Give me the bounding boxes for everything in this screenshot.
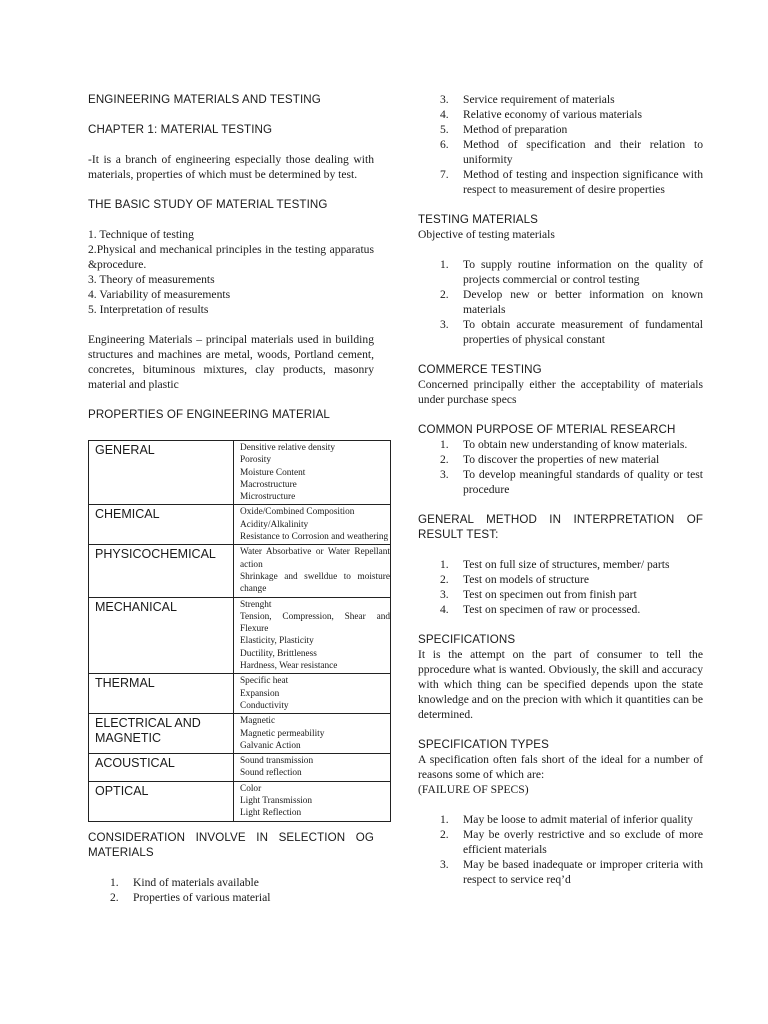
- property-item: Hardness, Wear resistance: [240, 661, 338, 672]
- property-item: Moisture Content: [240, 467, 306, 478]
- list-text: Method of specification and their relation to uniformity: [463, 138, 703, 166]
- table-row: [89, 505, 391, 545]
- property-item: Macrostructure: [240, 479, 297, 490]
- consideration-heading: CONSIDERATION INVOLVE IN SELECTION OG MATERIALS: [88, 830, 374, 859]
- property-item: Light Reflection: [240, 808, 302, 819]
- category-cell: THERMAL: [89, 674, 234, 714]
- property-list-cell: [234, 441, 391, 505]
- property-item: Expansion: [240, 688, 280, 699]
- list-item: [418, 107, 703, 122]
- list-item: 2.Physical and mechanical principles in the testing apparatus &procedure.: [88, 243, 374, 271]
- list-number: 3.: [440, 468, 449, 481]
- property-list-cell: [234, 505, 391, 545]
- list-number: 3.: [440, 858, 449, 871]
- list-item: [418, 467, 703, 497]
- list-item: [418, 827, 703, 857]
- list-item: [418, 437, 703, 452]
- category-cell: GENERAL: [89, 441, 234, 505]
- property-item: Specific heat: [240, 676, 289, 687]
- table-row: [89, 545, 391, 597]
- property-item: Acidity/Alkalinity: [240, 519, 309, 530]
- table-row: [89, 781, 391, 821]
- list-number: 1.: [440, 258, 449, 271]
- property-item: Conductivity: [240, 700, 289, 711]
- research-purpose-list: [418, 437, 703, 497]
- engineering-materials-paragraph: Engineering Materials – principal materials used in building structures and machines are metal, woods, Portland cement, concretes, bituminous mixtures, clay products, masonry material and plastic: [88, 333, 374, 391]
- property-item: Magnetic permeability: [240, 728, 325, 739]
- list-text: Develop new or better information on known materials: [463, 288, 703, 316]
- properties-table: [88, 440, 391, 822]
- list-text: May be loose to admit material of inferior quality: [463, 813, 693, 826]
- list-item: [418, 557, 703, 572]
- list-item: [418, 317, 703, 347]
- category-cell: PHYSICOCHEMICAL: [89, 545, 234, 597]
- list-text: Test on full size of structures, member/ parts: [463, 558, 670, 571]
- list-number: 2.: [440, 573, 449, 586]
- list-text: Method of preparation: [463, 123, 568, 136]
- list-number: 3.: [440, 318, 449, 331]
- property-item: Tension, Compression, Shear and Flexure: [240, 611, 390, 635]
- document-title: ENGINEERING MATERIALS AND TESTING: [88, 93, 321, 106]
- list-number: 2.: [440, 828, 449, 841]
- property-list-cell: [234, 597, 391, 674]
- specifications-heading: SPECIFICATIONS: [418, 633, 516, 646]
- list-text: Service requirement of materials: [463, 93, 615, 106]
- property-item: Sound reflection: [240, 768, 302, 779]
- commerce-testing-text: Concerned principally either the acceptability of materials under purchase specs: [418, 378, 703, 406]
- list-text: To develop meaningful standards of quality or test procedure: [463, 468, 703, 496]
- list-item: [418, 287, 703, 317]
- list-text: May be overly restrictive and so exclude of more efficient materials: [463, 828, 703, 856]
- list-number: 2.: [110, 890, 119, 904]
- list-item: 4. Variability of measurements: [88, 288, 231, 301]
- commerce-testing-heading: COMMERCE TESTING: [418, 363, 542, 376]
- research-purpose-heading: COMMON PURPOSE OF MTERIAL RESEARCH: [418, 423, 676, 436]
- list-text: To discover the properties of new material: [463, 453, 660, 466]
- table-row: [89, 597, 391, 674]
- list-text: Test on specimen out from finish part: [463, 588, 637, 601]
- property-item: Ductility, Brittleness: [240, 648, 317, 659]
- property-item: Light Transmission: [240, 796, 313, 807]
- testing-objectives-list: [418, 257, 703, 347]
- table-row: [89, 754, 391, 782]
- general-method-heading: GENERAL METHOD IN INTERPRETATION OF RESULT TEST:: [418, 513, 703, 541]
- list-item: [418, 452, 703, 467]
- list-number: 1.: [440, 558, 449, 571]
- category-cell: CHEMICAL: [89, 505, 234, 545]
- list-number: 2.: [440, 288, 449, 301]
- intro-paragraph: -It is a branch of engineering especially those dealing with materials, properties of which must be determined by test.: [88, 153, 374, 181]
- list-item: 1. Technique of testing: [88, 228, 194, 241]
- category-cell: OPTICAL: [89, 781, 234, 821]
- list-item: [418, 257, 703, 287]
- list-text: Relative economy of various materials: [463, 108, 643, 121]
- category-cell: MECHANICAL: [89, 597, 234, 674]
- consideration-list: [88, 875, 374, 905]
- property-item: Oxide/Combined Composition: [240, 507, 355, 518]
- category-cell: ACOUSTICAL: [89, 754, 234, 782]
- list-text: Test on models of structure: [463, 573, 590, 586]
- list-number: 4.: [440, 603, 449, 616]
- property-list-cell: [234, 754, 391, 782]
- testing-materials-heading: TESTING MATERIALS: [418, 213, 539, 226]
- list-number: 6.: [440, 138, 449, 151]
- property-item: Color: [240, 783, 262, 794]
- list-item: [418, 167, 703, 197]
- property-list-cell: [234, 545, 391, 597]
- specification-types-text: A specification often fals short of the ideal for a number of reasons some of which are:: [418, 753, 703, 781]
- property-item: Magnetic: [240, 716, 276, 727]
- table-row: [89, 674, 391, 714]
- list-number: 3.: [440, 93, 449, 106]
- property-list-cell: [234, 714, 391, 754]
- property-item: Resistance to Corrosion and weathering: [240, 532, 389, 543]
- list-item: [418, 572, 703, 587]
- specifications-text: It is the attempt on the part of consumer to tell the pprocedure what is wanted. Obviously, the skill and accuracy with which thing can be specified depends upon the state knowledge and on the precion with which it quantities can be determined.: [418, 648, 703, 721]
- failure-of-specs-list: [418, 812, 703, 887]
- testing-materials-subheading: Objective of testing materials: [418, 228, 555, 241]
- list-number: 5.: [440, 123, 449, 136]
- general-method-list: [418, 557, 703, 617]
- list-item: [418, 587, 703, 602]
- basic-study-heading: THE BASIC STUDY OF MATERIAL TESTING: [88, 198, 328, 211]
- property-item: Sound transmission: [240, 756, 314, 767]
- property-item: Shrinkage and swelldue to moisture change: [240, 571, 390, 595]
- left-column: [88, 92, 390, 905]
- property-item: Strenght: [240, 599, 272, 610]
- list-text: To supply routine information on the quality of projects commercial or control testing: [463, 258, 703, 286]
- list-text: To obtain new understanding of know materials.: [463, 438, 688, 451]
- property-item: Elasticity, Plasticity: [240, 636, 314, 647]
- list-item: [418, 137, 703, 167]
- chapter-heading: CHAPTER 1: MATERIAL TESTING: [88, 123, 273, 136]
- property-item: Microstructure: [240, 492, 296, 503]
- list-number: 3.: [440, 588, 449, 601]
- list-number: 1.: [110, 875, 119, 889]
- list-item: [418, 92, 703, 107]
- list-item: [418, 857, 703, 887]
- list-text: Test on specimen of raw or processed.: [463, 603, 641, 616]
- list-item: [418, 602, 703, 617]
- list-number: 1.: [440, 438, 449, 451]
- property-item: Water Absorbative or Water Repellant action: [240, 547, 390, 570]
- properties-heading: PROPERTIES OF ENGINEERING MATERIAL: [88, 408, 330, 421]
- list-text: Kind of materials available: [133, 875, 259, 889]
- list-text: Method of testing and inspection significance with respect to measurement of desire properties: [463, 168, 703, 196]
- list-number: 4.: [440, 108, 449, 121]
- category-cell: ELECTRICAL AND MAGNETIC: [89, 714, 234, 754]
- property-list-cell: [234, 674, 391, 714]
- list-item: [88, 890, 374, 905]
- list-number: 2.: [440, 453, 449, 466]
- property-item: Porosity: [240, 455, 271, 466]
- failure-of-specs-label: (FAILURE OF SPECS): [418, 783, 529, 796]
- list-number: 7.: [440, 168, 449, 181]
- specification-types-heading: SPECIFICATION TYPES: [418, 738, 549, 751]
- list-item: [418, 812, 703, 827]
- list-text: May be based inadequate or improper criteria with respect to service req’d: [463, 858, 703, 886]
- right-column: [418, 92, 703, 887]
- list-number: 1.: [440, 813, 449, 826]
- property-item: Densitive relative density: [240, 443, 336, 453]
- basic-study-list: [88, 227, 374, 317]
- table-row: [89, 441, 391, 505]
- list-item: [418, 122, 703, 137]
- list-item: 5. Interpretation of results: [88, 303, 209, 316]
- table-row: [89, 714, 391, 754]
- list-item: [88, 875, 374, 890]
- property-item: Galvanic Action: [240, 740, 301, 751]
- property-list-cell: [234, 781, 391, 821]
- list-text: To obtain accurate measurement of fundamental properties of physical constant: [463, 318, 703, 346]
- list-item: 3. Theory of measurements: [88, 273, 215, 286]
- list-text: Properties of various material: [133, 890, 271, 904]
- consideration-list-continued: [418, 92, 703, 197]
